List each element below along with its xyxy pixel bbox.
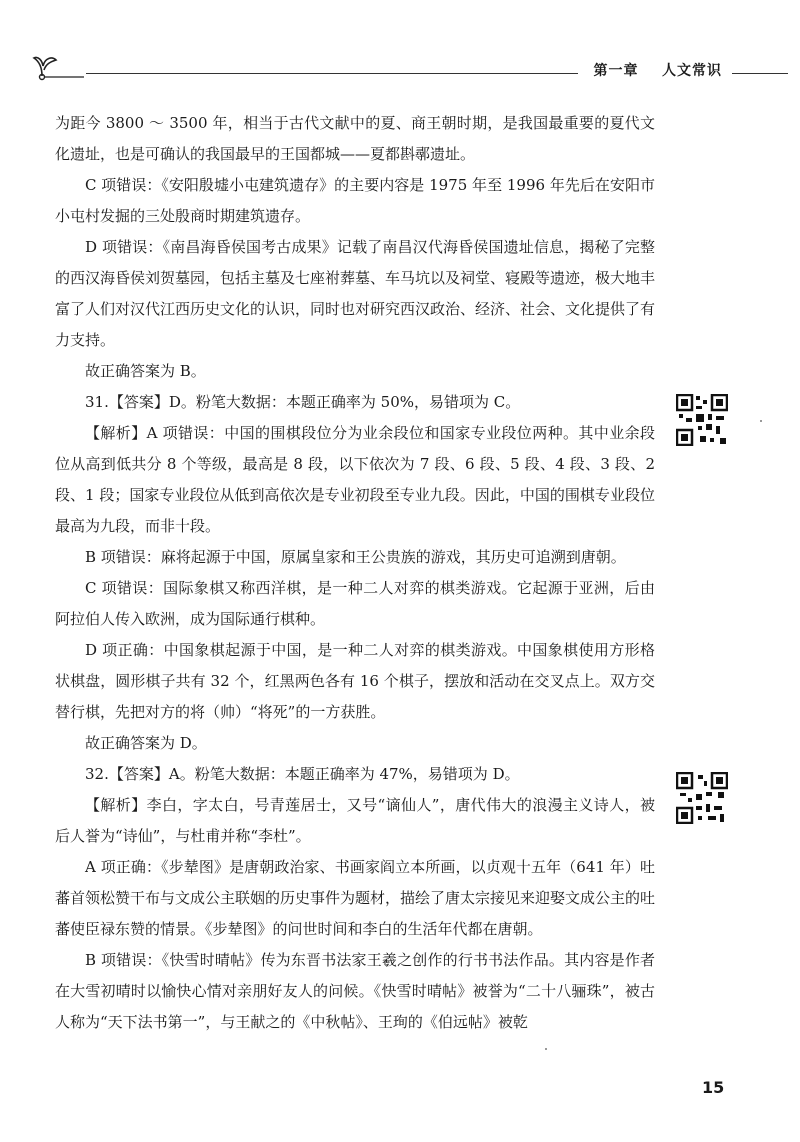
paragraph: B 项错误：麻将起源于中国，原属皇家和王公贵族的游戏，其历史可追溯到唐朝。 — [85, 548, 626, 566]
header-rule-end — [732, 73, 788, 74]
scan-speck — [760, 420, 762, 422]
answer-line: 31.【答案】D。粉笔大数据：本题正确率为 50%，易错项为 C。 — [85, 393, 521, 411]
paragraph: 故正确答案为 D。 — [85, 734, 207, 752]
analysis-paragraph: 【解析】A 项错误：中国的围棋段位分为业余段位和国家专业段位两种。其中业余段位从高到低共分 8 个等级，最高是 8 段，以下依次为 7 段、6 段、5 段、4 段、3 段、2 段、1 段；国家专业段位从低到高依次是专业初段至专业九段。因此，中国的围棋专业段位最高为九段，而非十段。 — [55, 424, 655, 535]
page-header — [28, 50, 788, 90]
paragraph: B 项错误：《快雪时晴帖》传为东晋书法家王羲之创作的行书书法作品。其内容是作者在大雪初晴时以愉快心情对亲朋好友人的问候。《快雪时晴帖》被誉为“二十八骊珠”，被古人称为“天下法书第一”，与王献之的《中秋帖》、王珣的《伯远帖》被乾 — [55, 951, 655, 1031]
scan-speck — [545, 1048, 547, 1050]
paragraph: C 项错误：国际象棋又称西洋棋，是一种二人对弈的棋类游戏。它起源于亚洲，后由阿拉伯人传入欧洲，成为国际通行棋种。 — [55, 579, 655, 628]
paragraph: A 项正确：《步辇图》是唐朝政治家、书画家阎立本所画，以贞观十五年（641 年）吐蕃首领松赞干布与文成公主联姻的历史事件为题材，描绘了唐太宗接见来迎娶文成公主的吐蕃使臣禄东赞的情景。《步辇图》的问世时间和李白的生活年代都在唐朝。 — [55, 858, 656, 938]
page-number: 15 — [702, 1078, 725, 1097]
header-rule — [86, 73, 578, 74]
paragraph: 为距今 3800 ～ 3500 年，相当于古代文献中的夏、商王朝时期，是我国最重要的夏代文化遗址，也是可确认的我国最早的王国都城——夏都斟鄩遗址。 — [55, 114, 655, 163]
answer-line: 32.【答案】A。粉笔大数据：本题正确率为 47%，易错项为 D。 — [85, 765, 520, 783]
qr-code-icon[interactable] — [676, 772, 728, 824]
section-label: 人文常识 — [662, 63, 722, 79]
chapter-title — [594, 60, 723, 80]
qr-code-icon[interactable] — [676, 394, 728, 446]
analysis-paragraph: 【解析】李白，字太白，号青莲居士，又号“谪仙人”，唐代伟大的浪漫主义诗人，被后人誉为“诗仙”，与杜甫并称“李杜”。 — [55, 796, 655, 845]
paragraph: C 项错误：《安阳殷墟小屯建筑遗存》的主要内容是 1975 年至 1996 年先后在安阳市小屯村发掘的三处殷商时期建筑遗存。 — [55, 176, 655, 225]
paragraph: D 项错误：《南昌海昏侯国考古成果》记载了南昌汉代海昏侯国遗址信息，揭秘了完整的西汉海昏侯刘贺墓园，包括主墓及七座祔葬墓、车马坑以及祠堂、寝殿等遗迹，极大地丰富了人们对汉代江西历史文化的认识，同时也对研究西汉政治、经济、社会、文化提供了有力支持。 — [55, 238, 656, 349]
paragraph: 故正确答案为 B。 — [85, 362, 206, 380]
paragraph: D 项正确：中国象棋起源于中国，是一种二人对弈的棋类游戏。中国象棋使用方形格状棋盘，圆形棋子共有 32 个，红黑两色各有 16 个棋子，摆放和活动在交叉点上。双方交替行棋，先把对方的将（帅）“将死”的一方获胜。 — [55, 641, 655, 721]
chapter-label: 第一章 — [593, 63, 639, 79]
sprout-icon — [28, 50, 84, 82]
page-body — [55, 108, 655, 1038]
